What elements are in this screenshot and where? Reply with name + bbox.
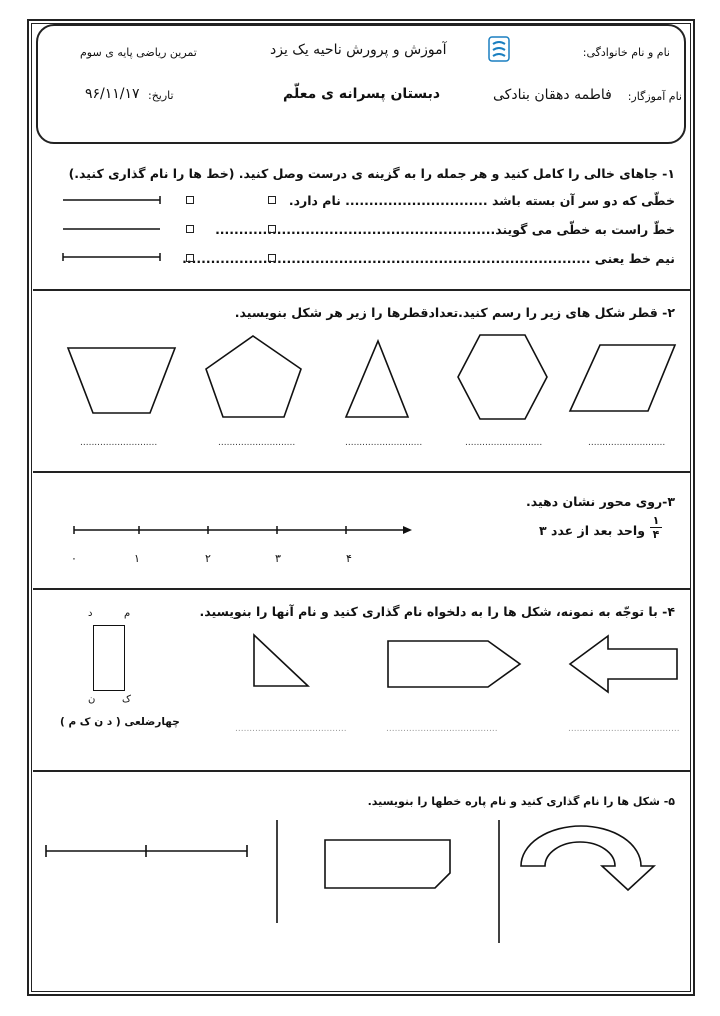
q4-shapes xyxy=(250,633,680,693)
q4-blank-3: ....................................... xyxy=(568,724,680,734)
q3-fraction xyxy=(650,515,662,540)
segment-figure xyxy=(63,196,160,204)
divider-1 xyxy=(33,289,690,291)
q3-fraction-denominator: ۴ xyxy=(652,528,660,541)
date-value: ۹۶/۱۱/۱۷ xyxy=(85,86,140,102)
exercise-title: تمرین ریاضی پایه ی سوم xyxy=(80,46,197,59)
q2-blank-2: ........................... xyxy=(218,438,296,448)
q2-blank-4: ........................... xyxy=(465,438,543,448)
number-line-arrow xyxy=(403,526,412,534)
q4-blank-1: ....................................... xyxy=(235,724,347,734)
q1-left-checkbox-2[interactable] xyxy=(186,225,194,233)
q3-fraction-numerator: ۱ xyxy=(652,514,660,527)
name-label: نام و نام خانوادگی: xyxy=(582,46,670,59)
q2-blank-1: ........................... xyxy=(80,438,158,448)
label-k: ک xyxy=(122,694,131,705)
tick-label-1: ۱ xyxy=(134,552,140,565)
q1-left-checkbox-3[interactable] xyxy=(186,254,194,262)
divider-2 xyxy=(33,471,690,473)
curved-arrow-shape xyxy=(521,826,654,890)
q5-shapes xyxy=(40,818,690,948)
number-line xyxy=(72,522,417,542)
q2-shapes xyxy=(60,333,680,423)
sample-caption: چهارضلعی ( د ن ک م ) xyxy=(60,716,180,728)
q4-blank-2: ....................................... xyxy=(386,724,498,734)
trapezoid-shape xyxy=(68,348,175,413)
hexagon-shape xyxy=(458,335,547,419)
ray-figure xyxy=(63,253,160,261)
parallelogram-shape xyxy=(570,345,675,411)
teacher-name: فاطمه دهقان بنادکی xyxy=(493,87,612,103)
q2-blank-3: ........................... xyxy=(345,438,423,448)
tick-label-4: ۴ xyxy=(346,552,352,565)
q1-row-2: خطّ راست به خطّی می گویند........................................................... xyxy=(215,222,675,237)
label-n: ن xyxy=(88,694,96,705)
q5-title: ۵- شکل ها را نام گذاری کنید و نام پاره خطها را بنویسید. xyxy=(367,795,675,808)
label-d: د xyxy=(88,608,93,619)
pentagon-shape xyxy=(206,336,301,417)
tick-label-0: ۰ xyxy=(71,552,77,565)
q1-line-figures xyxy=(60,193,170,263)
q1-left-checkbox-1[interactable] xyxy=(186,196,194,204)
q1-row-1: خطّی که دو سر آن بسته باشد .............................. نام دارد. xyxy=(288,193,675,208)
pentagon-arrow-shape xyxy=(388,641,520,687)
tick-label-2: ۲ xyxy=(205,552,211,565)
date-label: تاریخ: xyxy=(148,89,174,102)
q2-blank-5: ........................... xyxy=(588,438,666,448)
teacher-label: نام آموزگار: xyxy=(627,90,682,103)
divider-4 xyxy=(33,770,690,772)
logo xyxy=(488,36,510,62)
q1-row-3: نیم خط یعنی ...................................................................................... xyxy=(182,251,675,266)
sample-rectangle xyxy=(93,625,125,691)
q3-text: واحد بعد از عدد ۳ xyxy=(539,523,645,538)
org-name: آموزش و پرورش ناحیه یک یزد xyxy=(270,42,447,58)
label-m: م xyxy=(124,608,131,619)
left-arrow-shape xyxy=(570,636,677,692)
segment-with-midpoint xyxy=(46,845,247,857)
school-name: دبستان پسرانه ی معلّم xyxy=(283,86,441,102)
q4-title: ۴- با توجّه به نمونه، شکل ها را به دلخواه نام گذاری کنید و نام آنها را بنویسید. xyxy=(199,604,675,619)
q3-title: ۳-روی محور نشان دهید. xyxy=(525,494,675,509)
q1-right-checkbox-1[interactable] xyxy=(268,196,276,204)
tick-label-3: ۳ xyxy=(275,552,281,565)
q1-right-checkbox-3[interactable] xyxy=(268,254,276,262)
q1-right-checkbox-2[interactable] xyxy=(268,225,276,233)
q1-title: ۱- جاهای خالی را کامل کنید و هر جمله را به گزینه ی درست وصل کنید. (خط ها را نام گذاری کنید.) xyxy=(68,166,675,181)
triangle-shape xyxy=(346,341,408,417)
right-triangle-shape xyxy=(254,635,308,686)
q2-title: ۲- قطر شکل های زیر را رسم کنید.تعدادقطرها را زیر هر شکل بنویسید. xyxy=(234,305,675,320)
cut-corner-rectangle xyxy=(325,840,450,888)
divider-3 xyxy=(33,588,690,590)
